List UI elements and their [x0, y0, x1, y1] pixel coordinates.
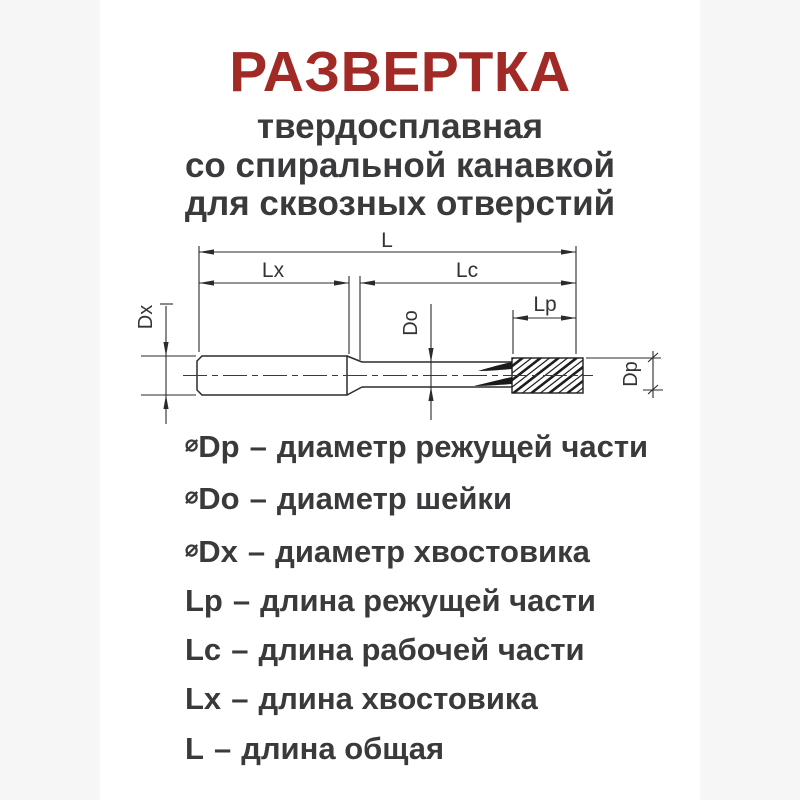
legend-symbol: Do — [198, 481, 240, 517]
dim-label-Dx: Dx — [135, 304, 157, 330]
legend-dash: – — [249, 429, 267, 464]
diameter-sign: ⌀ — [185, 535, 199, 561]
legend-description: диаметр режущей части — [276, 429, 649, 464]
legend-symbol: L — [185, 730, 204, 766]
dim-label-Lx: Lx — [261, 259, 285, 282]
legend-dash: – — [231, 632, 249, 668]
subtitle — [0, 108, 800, 224]
legend-symbol: Dx — [198, 533, 238, 569]
dim-label-Dp: Dp — [620, 361, 642, 387]
legend-item-Dp — [185, 419, 745, 471]
legend-symbol: Lc — [185, 632, 222, 668]
legend-dash: – — [247, 533, 266, 569]
legend-item-Lp — [185, 576, 745, 625]
legend-item-Lx — [185, 674, 745, 723]
diameter-sign: ⌀ — [185, 483, 199, 509]
legend-description: длина рабочей части — [258, 632, 585, 668]
legend-description: длина общая — [241, 730, 445, 766]
legend-item-Do — [185, 471, 745, 523]
shank-taper-bottom — [347, 387, 362, 395]
dim-label-Lp: Lp — [533, 293, 557, 316]
dimension-lines — [160, 252, 658, 424]
legend-description: диаметр хвостовика — [275, 533, 590, 569]
subtitle-line-1: твердосплавная — [256, 107, 544, 146]
legend-item-L — [185, 724, 745, 773]
legend-symbol: Dp — [198, 429, 240, 464]
subtitle-line-2: со спиральной канавкой — [184, 145, 616, 185]
legend — [185, 419, 745, 773]
dim-label-Do: Do — [400, 310, 422, 336]
legend-symbol: Lx — [185, 681, 222, 717]
legend-dash: – — [231, 681, 249, 717]
legend-dash: – — [232, 582, 251, 618]
dim-label-L: L — [381, 229, 393, 252]
flute-leadin-lower — [474, 377, 512, 386]
legend-description: диаметр шейки — [276, 481, 513, 517]
flute-leadin-upper — [478, 362, 512, 371]
diameter-sign: ⌀ — [185, 431, 199, 456]
page-title: РАЗВЕРТКА — [229, 40, 571, 104]
dim-label-Lc: Lc — [455, 259, 479, 282]
subtitle-line-3: для сквозных отверстий — [184, 184, 616, 223]
legend-item-Lc — [185, 625, 745, 674]
legend-description: длина хвостовика — [258, 681, 538, 717]
legend-item-Dx — [185, 524, 745, 576]
legend-dash: – — [249, 481, 267, 517]
legend-description: длина режущей части — [260, 582, 596, 618]
technical-drawing — [100, 228, 700, 428]
flute-leadin-wedges — [474, 362, 512, 386]
legend-symbol: Lp — [185, 582, 223, 618]
legend-dash: – — [213, 730, 232, 766]
